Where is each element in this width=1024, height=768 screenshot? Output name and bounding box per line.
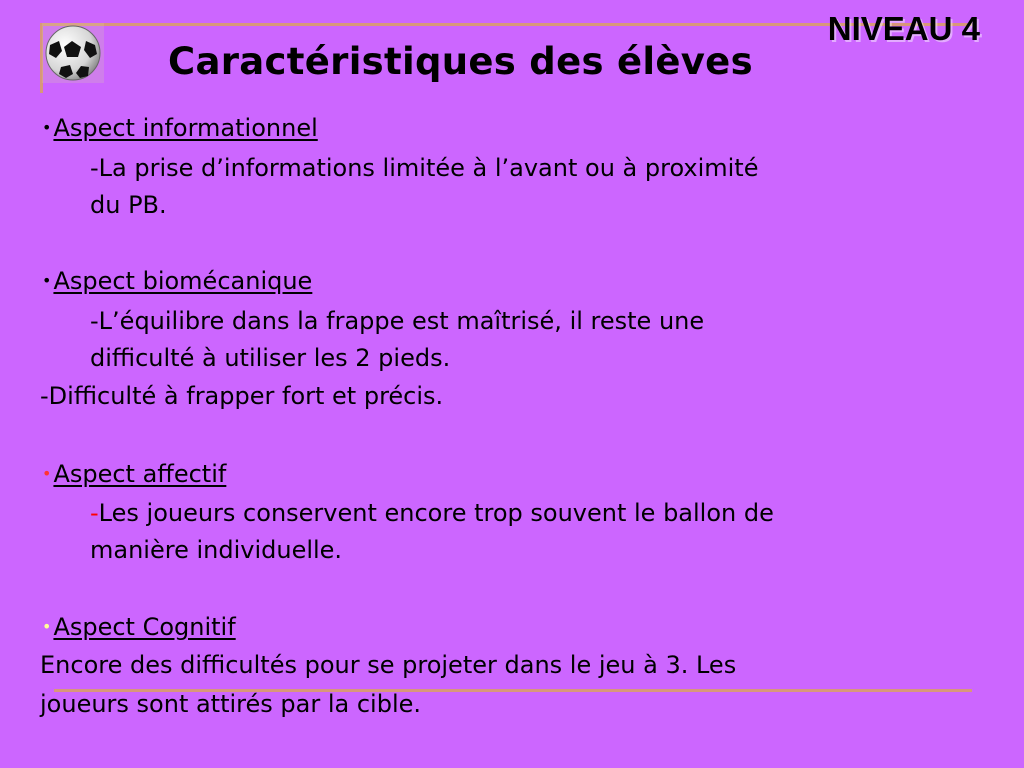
section-line bbox=[40, 650, 736, 680]
level-label: NIVEAU 4 bbox=[827, 10, 980, 47]
section-header-biomechanical bbox=[42, 266, 312, 296]
line-text: Difficulté à frapper fort et précis. bbox=[48, 382, 444, 410]
section-header-cognitive bbox=[42, 612, 236, 642]
section-line bbox=[40, 689, 421, 719]
section-line bbox=[90, 190, 167, 220]
page-title: Caractéristiques des élèves bbox=[168, 40, 753, 83]
line-text: La prise d’informations limitée à l’avant ou à proximité bbox=[98, 154, 759, 182]
section-line bbox=[90, 535, 342, 565]
section-title: Aspect Cognitif bbox=[53, 613, 236, 641]
section-line bbox=[40, 381, 443, 411]
dash-mark: - bbox=[90, 499, 99, 527]
section-title: Aspect affectif bbox=[53, 460, 227, 488]
section-line bbox=[90, 498, 774, 528]
line-text: Encore des difficultés pour se projeter dans le jeu à 3. Les bbox=[40, 651, 737, 679]
bullet-icon: • bbox=[42, 118, 52, 137]
section-line bbox=[90, 153, 758, 183]
line-text: Les joueurs conservent encore trop souvent le ballon de bbox=[98, 499, 774, 527]
dash-mark: - bbox=[90, 307, 99, 335]
line-text: L’équilibre dans la frappe est maîtrisé, il reste une bbox=[98, 307, 705, 335]
section-header-informational bbox=[42, 113, 318, 143]
section-title: Aspect biomécanique bbox=[53, 267, 313, 295]
dash-mark: - bbox=[90, 154, 99, 182]
line-text: manière individuelle. bbox=[90, 536, 343, 564]
dash-mark: - bbox=[40, 382, 49, 410]
section-header-affective bbox=[42, 459, 226, 489]
line-text: joueurs sont attirés par la cible. bbox=[40, 690, 422, 718]
bullet-icon: • bbox=[42, 617, 52, 636]
line-text: difficulté à utiliser les 2 pieds. bbox=[90, 344, 451, 372]
bullet-icon: • bbox=[42, 464, 52, 483]
section-title: Aspect informationnel bbox=[53, 114, 318, 142]
bullet-icon: • bbox=[42, 271, 52, 290]
section-line bbox=[90, 306, 704, 336]
line-text: du PB. bbox=[90, 191, 167, 219]
section-line bbox=[90, 343, 450, 373]
